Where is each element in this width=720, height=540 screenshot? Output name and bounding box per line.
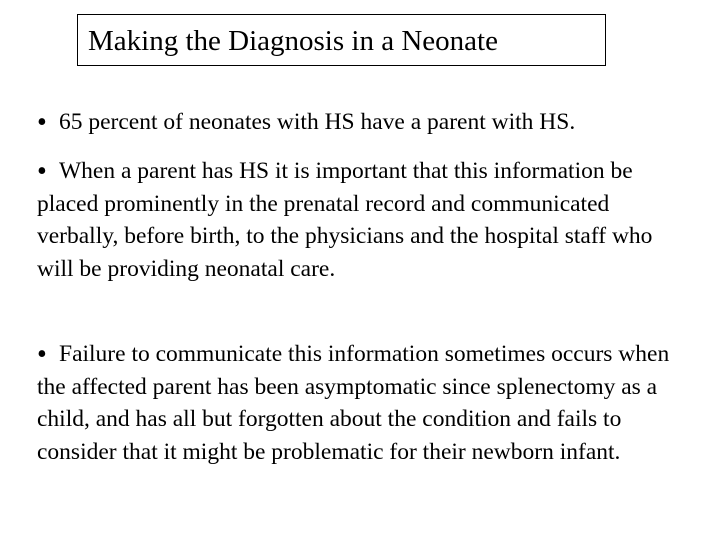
slide-title-box [77,14,606,66]
bullet-marker: • [37,339,47,370]
bullet-item [37,338,687,468]
bullet-text: When a parent has HS it is important that this information be placed prominently in the prenatal record and communicated verbally, before birth, to the physicians and the hospital staff who will be providing neonatal care. [37,158,653,282]
slide-title: Making the Diagnosis in a Neonate [88,25,498,57]
bullet-text: Failure to communicate this information sometimes occurs when the affected parent has been asymptomatic since splenectomy as a child, and has all but forgotten about the condition and fails to consider that it might be problematic for their newborn infant. [37,341,670,465]
bullet-item [37,106,687,139]
bullet-text: 65 percent of neonates with HS have a parent with HS. [59,109,576,135]
bullet-marker: • [37,107,47,138]
bullet-item [37,155,687,285]
bullet-marker: • [37,156,47,187]
